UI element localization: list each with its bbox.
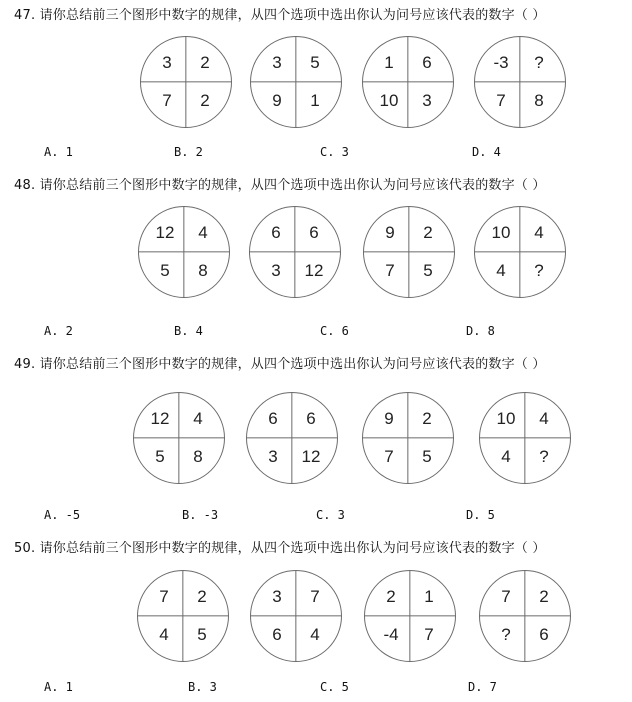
option-d[interactable]: D. 4 [472, 145, 501, 159]
figure-circle [137, 570, 229, 662]
cell-top-right: 4 [198, 223, 208, 242]
cell-bottom-right: 12 [304, 261, 324, 280]
figure-circle [140, 36, 232, 128]
cell-bottom-right: 5 [422, 447, 432, 466]
cell-bottom-left: 4 [159, 625, 169, 644]
figure-circle [246, 392, 338, 484]
cell-top-right: 1 [424, 587, 434, 606]
option-a[interactable]: A. 2 [44, 324, 73, 338]
question-stem: 48. 请你总结前三个图形中数字的规律，从四个选项中选出你认为问号应该代表的数字（ ） [14, 178, 546, 193]
cell-bottom-right: 1 [310, 91, 320, 110]
figure-circle [364, 570, 456, 662]
cell-bottom-right: 5 [197, 625, 207, 644]
cell-top-right: 6 [306, 409, 316, 428]
figure-circle [133, 392, 225, 484]
option-c[interactable]: C. 3 [320, 145, 349, 159]
cell-top-right: 4 [534, 223, 544, 242]
cell-top-right: 2 [200, 53, 210, 72]
figure-circle [138, 206, 230, 298]
cell-top-right: 2 [197, 587, 207, 606]
cell-bottom-left: 3 [268, 447, 278, 466]
cell-bottom-left: 6 [272, 625, 282, 644]
option-b[interactable]: B. 2 [174, 145, 203, 159]
option-c[interactable]: C. 3 [316, 508, 345, 522]
option-d[interactable]: D. 7 [468, 680, 497, 694]
figure-circle [250, 36, 342, 128]
cell-top-right: 2 [422, 409, 432, 428]
cell-bottom-left: 4 [496, 261, 506, 280]
cell-top-right: 7 [310, 587, 320, 606]
question-stem: 50. 请你总结前三个图形中数字的规律，从四个选项中选出你认为问号应该代表的数字（ ） [14, 541, 546, 556]
cell-top-right: 4 [539, 409, 549, 428]
cell-bottom-left: 9 [272, 91, 282, 110]
cell-bottom-right: 3 [422, 91, 432, 110]
cell-top-left: 7 [501, 587, 511, 606]
cell-top-right: 6 [422, 53, 432, 72]
cell-bottom-right: 4 [310, 625, 320, 644]
cell-top-left: 10 [491, 223, 511, 242]
figure-circle [250, 570, 342, 662]
option-c[interactable]: C. 5 [320, 680, 349, 694]
option-b[interactable]: B. 3 [188, 680, 217, 694]
option-b[interactable]: B. 4 [174, 324, 203, 338]
cell-bottom-left: 7 [496, 91, 506, 110]
cell-bottom-right: 5 [423, 261, 433, 280]
option-a[interactable]: A. -5 [44, 508, 81, 522]
option-d[interactable]: D. 8 [466, 324, 495, 338]
cell-top-left: 9 [384, 409, 394, 428]
cell-top-left: 6 [271, 223, 281, 242]
cell-top-right: 5 [310, 53, 320, 72]
option-c[interactable]: C. 6 [320, 324, 349, 338]
cell-bottom-right: ? [534, 261, 544, 280]
cell-bottom-right: 7 [424, 625, 434, 644]
cell-bottom-left: ? [501, 625, 511, 644]
figure-circle [474, 36, 566, 128]
cell-bottom-right: 12 [301, 447, 321, 466]
cell-bottom-left: 7 [384, 447, 394, 466]
figure-circle [249, 206, 341, 298]
cell-bottom-right: 6 [539, 625, 549, 644]
cell-top-left: 10 [496, 409, 516, 428]
cell-bottom-left: 10 [379, 91, 399, 110]
cell-top-right: 2 [423, 223, 433, 242]
cell-bottom-right: 2 [200, 91, 210, 110]
figure-circle [474, 206, 566, 298]
option-d[interactable]: D. 5 [466, 508, 495, 522]
cell-bottom-left: -4 [383, 625, 399, 644]
cell-top-right: ? [534, 53, 544, 72]
cell-bottom-left: 5 [160, 261, 170, 280]
figure-circle [479, 570, 571, 662]
option-a[interactable]: A. 1 [44, 680, 73, 694]
cell-bottom-left: 4 [501, 447, 511, 466]
cell-top-left: -3 [493, 53, 509, 72]
cell-top-left: 3 [272, 587, 282, 606]
cell-bottom-left: 5 [155, 447, 165, 466]
cell-top-left: 7 [159, 587, 169, 606]
option-b[interactable]: B. -3 [182, 508, 219, 522]
cell-bottom-right: 8 [534, 91, 544, 110]
cell-top-left: 9 [385, 223, 395, 242]
cell-top-left: 3 [162, 53, 172, 72]
cell-top-right: 6 [309, 223, 319, 242]
cell-top-left: 1 [384, 53, 394, 72]
cell-top-left: 6 [268, 409, 278, 428]
cell-top-right: 2 [539, 587, 549, 606]
figure-circle [479, 392, 571, 484]
cell-top-left: 2 [386, 587, 396, 606]
cell-top-right: 4 [193, 409, 203, 428]
figure-circle [362, 36, 454, 128]
cell-top-left: 12 [150, 409, 170, 428]
figure-circle [362, 392, 454, 484]
cell-bottom-right: ? [539, 447, 549, 466]
option-a[interactable]: A. 1 [44, 145, 73, 159]
question-stem: 47. 请你总结前三个图形中数字的规律，从四个选项中选出你认为问号应该代表的数字（ ） [14, 8, 546, 23]
question-stem: 49. 请你总结前三个图形中数字的规律，从四个选项中选出你认为问号应该代表的数字（ ） [14, 357, 546, 372]
cell-bottom-right: 8 [193, 447, 203, 466]
figure-circle [363, 206, 455, 298]
cell-top-left: 3 [272, 53, 282, 72]
cell-top-left: 12 [155, 223, 175, 242]
cell-bottom-right: 8 [198, 261, 208, 280]
cell-bottom-left: 7 [162, 91, 172, 110]
cell-bottom-left: 3 [271, 261, 281, 280]
cell-bottom-left: 7 [385, 261, 395, 280]
